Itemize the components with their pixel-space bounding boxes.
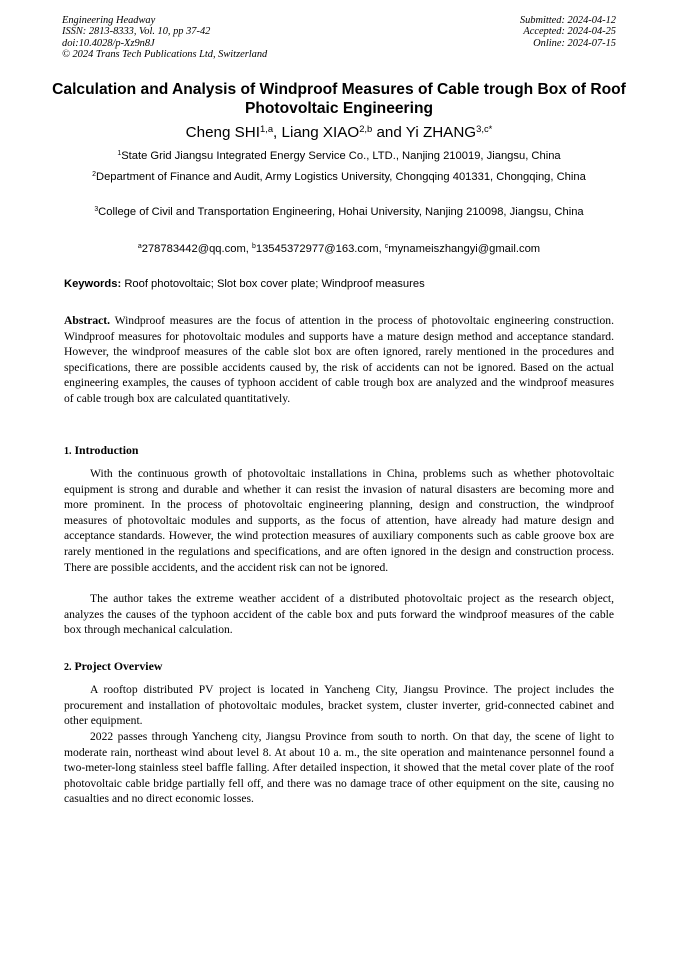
affiliation-2: $^2$Department of Finance and Audit, Army Logistics University, Chongqing 401331, Chongqing, China [92,171,586,183]
journal-name: Engineering Headway [62,15,156,26]
journal-issn: ISSN: 2813-8333, Vol. 10, pp 37-42 [62,26,211,38]
keywords [64,277,616,292]
online-date: Online: 2024-07-15 [533,37,616,49]
section-heading: 2. Project Overview [64,659,163,673]
abstract-text: Windproof measures are the focus of attention in the process of photovoltaic engineering construction. Windproof measures for photovoltaic modules and supports have a mature design method and acceptance standard. However, the windproof measures of the cable slot box are often ignored, rarely mentioned in the procedures and specifications, there are possible accidents caused by, the risk of accidents can not be ignored. Based on the actual engineering examples, the causes of typhoon accident of cable trough box are analyzed and the windproof measures of cable trough box are calculated quantitatively. [64,314,614,405]
submitted-date: Submitted: 2024-04-12 [519,15,616,26]
affiliation-1: $^1$State Grid Jiangsu Integrated Energy Service Co., LTD., Nanjing 210019, Jiangsu, China [117,150,561,162]
author: Liang XIAO$^{2,b}$ [281,122,373,141]
email-link[interactable]: $^c$mynameiszhangyi@gmail.com [384,243,541,255]
paper-title: Calculation and Analysis of Windproof Measures of Cable trough Box of Roof Photovoltaic Engineering [52,81,626,117]
paragraph: 2022 passes through Yancheng city, Jiangsu Province from south to north. On that day, the scene of light to moderate rain, northeast wind about level 8. At about 10 a. m., the site operation and maintenance personnel found a two-meter-long stainless steel baffle falling. After detailed inspection, it showed that the metal cover plate of the roof photovoltaic cable bridge partially fell off, and there was no damage trace of other equipment on the site, causing no casualties and no direct economic losses. [64,730,614,806]
journal-header-right [520,15,616,49]
author: Yi $ZHANG^{3,c*}$ [405,122,493,141]
email-list: $^a$278783442@qq.com, $^b$13545372977@163.com, $^c$mynameiszhangyi@gmail.com [137,243,541,255]
accepted-date: Accepted: 2024-04-25 [523,26,616,38]
paragraph: The author takes the extreme weather accident of a distributed photovoltaic project as the research object, analyzes the causes of the typhoon accident of the cable box and puts forward the windproof measures of the cable box through mechanical calculation. [64,592,614,637]
keywords-label: Keywords: [64,278,122,290]
email-link[interactable]: $^a$278783442@qq.com [137,243,246,255]
journal-doi[interactable]: doi:10.4028/p-Xz9n8J [62,37,155,49]
paragraph: A rooftop distributed PV project is located in Yancheng City, Jiangsu Province. The project includes the procurement and installation of photovoltaic modules, bracket system, cluster inverter, grid-connected cabinet and other equipment. [64,683,614,728]
author: Cheng SHI$^{1,a}$ [185,122,274,141]
journal-header-left [62,15,267,60]
abstract [64,313,614,407]
affiliation-3: $^3$College of Civil and Transportation Engineering, Hohai University, Nanjing 210098, Jiangsu, China [94,206,584,218]
email-link[interactable]: $^b$13545372977@163.com [251,243,379,255]
keywords-text: Roof photovoltaic; Slot box cover plate; Windproof measures [124,278,425,290]
author-list: Cheng SHI$^{1,a}$, Liang XIAO$^{2,b}$ and Yi $ZHANG^{3,c*}$ [185,122,493,141]
paragraph: With the continuous growth of photovoltaic installations in China, problems such as whether photovoltaic equipment is strong and durable and whether it can resist the invasion of natural disasters are becoming more and more prominent. In the process of photovoltaic engineering planning, design and construction, the windproof measures of photovoltaic modules and supports, as the focus of attention, have already had mature design and acceptance standards. However, the wind protection measures of auxiliary components such as cable groove box are rarely mentioned in the regulations and specifications, and are often ignored in the design and construction process. There are possible accidents, and the accident risk can not be ignored. [64,467,614,574]
journal-copyright: © 2024 Trans Tech Publications Ltd, Switzerland [62,48,268,60]
abstract-label: Abstract. [64,314,111,327]
section-heading: 1. Introduction [64,443,139,457]
